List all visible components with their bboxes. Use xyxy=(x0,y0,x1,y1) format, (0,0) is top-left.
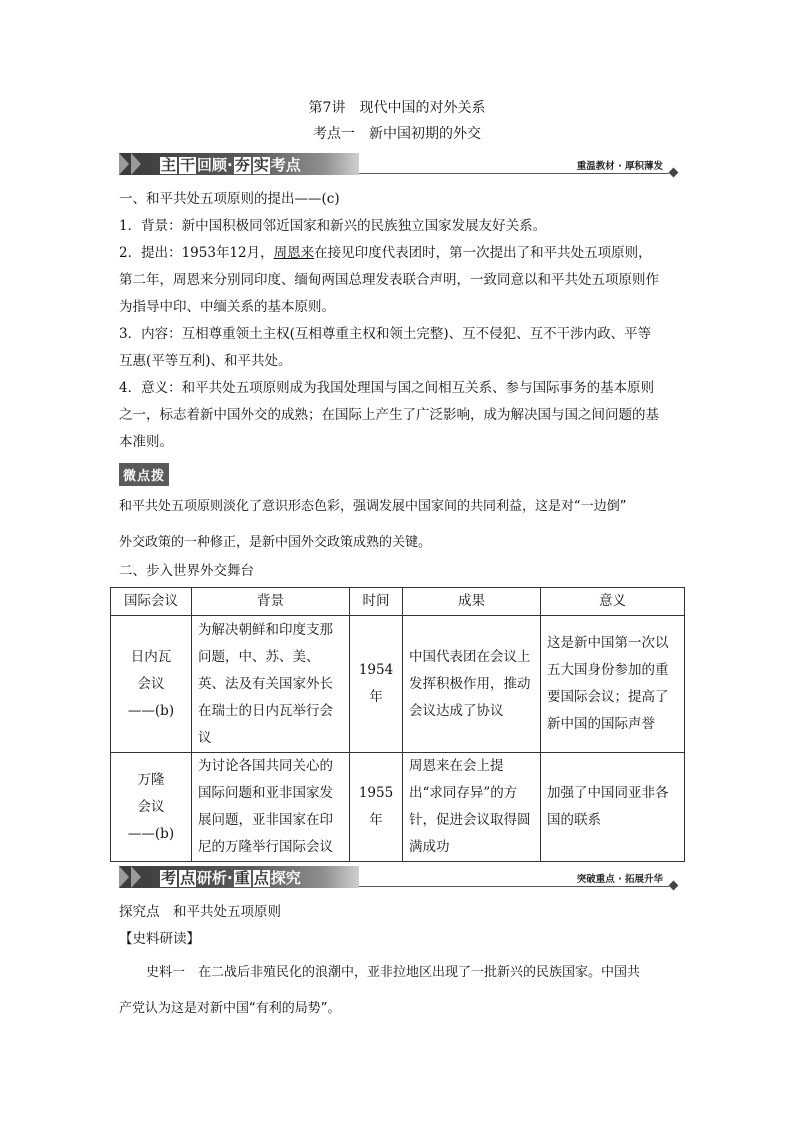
table-row xyxy=(111,616,685,753)
banner-label: 主 干 回顾· 夯 实 考点 xyxy=(161,156,301,174)
section-title: 考点一 新中国初期的外交 xyxy=(313,126,481,142)
table-header-row xyxy=(111,588,685,616)
part2-heading: 二、步入世界外交舞台 xyxy=(119,563,254,579)
section-banner-review xyxy=(119,153,677,175)
diamond-icon xyxy=(669,881,679,891)
banner-label: 考 点 研析· 重 点 探究 xyxy=(161,869,301,887)
banner-right-text: 重温教材 · 厚积薄发 xyxy=(576,161,663,172)
proposal-text: 2．提出：1953年12月，周恩来在接见印度代表团时，第一次提出了和平共处五项原则， 第二年，周恩来分别同印度、缅甸两国总理发表联合声明，一致同意以和平共处五项原则作 为指导中印、中缅关系的基本原则。 xyxy=(119,245,659,315)
table-header: 时间 xyxy=(350,588,403,616)
meaning-text: 4．意义：和平共处五项原则成为我国处理国与国之间相互关系、参与国际事务的基本原则 之一，标志着新中国外交的成熟；在国际上产生了广泛影响，成为解决国与国之间问题的基 本准则。 xyxy=(119,380,659,450)
lecture-title: 第7讲 现代中国的对外关系 xyxy=(308,100,486,116)
table-header: 意义 xyxy=(541,588,685,616)
result-cell: 周恩来在会上提出“求同存异”的方针，促进会议取得圆满成功 xyxy=(403,753,541,862)
content-text: 3．内容：互相尊重领土主权(互相尊重主权和领土完整)、互不侵犯、互不干涉内政、平等 互惠(平等互利)、和平共处。 xyxy=(119,326,652,369)
material-heading: 【史料研读】 xyxy=(119,931,200,947)
banner-right-text: 突破重点 · 拓展升华 xyxy=(576,874,663,885)
tip-tag: 微点拨 xyxy=(119,463,169,486)
part1-heading: 一、和平共处五项原则的提出——(c) xyxy=(119,191,340,207)
table-header: 成果 xyxy=(403,588,541,616)
time-cell: 1955 年 xyxy=(350,753,403,862)
diamond-icon xyxy=(669,168,679,178)
background-cell: 为讨论各国共同关心的国际问题和亚非国家发展问题，亚非国家在印尼的万隆举行国际会议 xyxy=(192,753,350,862)
material-1: 史料一 在二战后非殖民化的浪潮中，亚非拉地区出现了一批新兴的民族国家。中国共 产党认为这是对新中国“有利的局势”。 xyxy=(119,965,641,1016)
table-header: 国际会议 xyxy=(111,588,192,616)
conference-cell: 日内瓦 会议 ——(b) xyxy=(111,616,192,753)
background-cell: 为解决朝鲜和印度支那问题，中、苏、美、英、法及有关国家外长在瑞士的日内瓦举行会议 xyxy=(192,616,350,753)
meaning-cell: 加强了中国同亚非各国的联系 xyxy=(541,753,685,862)
inquiry-point: 探究点 和平共处五项原则 xyxy=(119,904,281,920)
conference-table xyxy=(110,587,685,862)
meaning-cell: 这是新中国第一次以五大国身份参加的重要国际会议；提高了新中国的国际声誉 xyxy=(541,616,685,753)
conference-cell: 万隆 会议 ——(b) xyxy=(111,753,192,862)
background-text: 1．背景：新中国积极同邻近国家和新兴的民族独立国家发展友好关系。 xyxy=(119,218,547,234)
section-banner-inquiry xyxy=(119,866,677,888)
table-row xyxy=(111,753,685,862)
tip-text: 和平共处五项原则淡化了意识形态色彩，强调发展中国家间的共同利益，这是对“一边倒” 外交政策的一种修正，是新中国外交政策成熟的关键。 xyxy=(119,499,627,550)
zhou-enlai-underlined: 周恩来 xyxy=(273,245,315,261)
table-header: 背景 xyxy=(192,588,350,616)
time-cell: 1954 年 xyxy=(350,616,403,753)
result-cell: 中国代表团在会议上发挥积极作用，推动会议达成了协议 xyxy=(403,616,541,753)
